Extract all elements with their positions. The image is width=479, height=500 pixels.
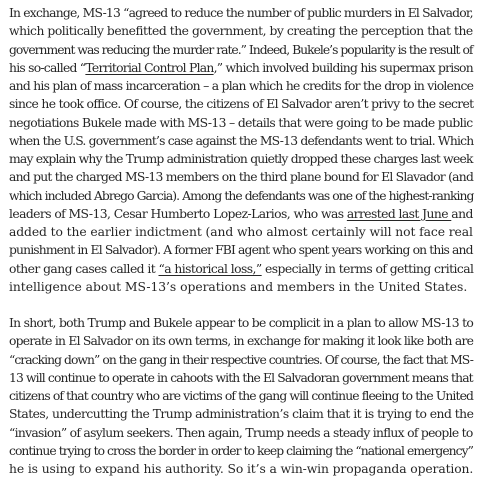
text-line	[9, 260, 473, 278]
text-line: negotiations Bukele made with MS-13 – details that were going to be made public	[9, 115, 473, 130]
text-line: government was reducing the murder rate.” Indeed, Bukele’s popularity is the result of	[9, 42, 473, 57]
text-line: 13 will continue to operate in cahoots with the El Salvadoran government means that	[9, 370, 473, 385]
text-line	[9, 59, 473, 77]
text-line: “invasion” of asylum seekers. Then again, Trump needs a steady influx of people to	[9, 425, 473, 440]
text-line: continue trying to cross the border in order to keep claiming the “national emergency”	[9, 443, 474, 458]
text-fragment: especially in terms of getting critical	[261, 261, 474, 276]
article-paragraph-2	[9, 314, 473, 478]
text-line	[9, 205, 473, 223]
text-line: operate in El Salvador on its own terms, in exchange for making it look like both are	[9, 334, 474, 349]
text-line: since he took office. Of course, the citizens of El Salvador aren’t privy to the secret	[9, 97, 474, 112]
text-line: may explain why the Trump administration quietly dropped these charges last week	[9, 152, 473, 166]
text-fragment: leaders of MS-13, Cesar Humberto Lopez-Larios, who was	[9, 206, 347, 221]
text-line: citizens of that country who are victims of the gang will continue fleeing to the United	[9, 389, 474, 404]
text-line: added to the earlier indictment (and who almost certainly will not face real	[9, 225, 473, 239]
text-line: when the U.S. government’s case against the MS-13 defendants went to trial. Which	[9, 133, 474, 148]
text-line: punishment in El Salvador). A former FBI agent who spent years working on this and	[9, 243, 473, 258]
text-line: intelligence about MS-13’s operations and members in the United States.	[9, 279, 468, 294]
text-line: In exchange, MS-13 “agreed to reduce the number of public murders in El Salvador,	[9, 6, 473, 20]
text-line: and put the charged MS-13 members on the third plane bound for El Slavador (and	[9, 170, 474, 185]
text-line: “cracking down” on the gang in their respective countries. Of course, the fact that MS-	[9, 352, 473, 367]
text-line: In short, both Trump and Bukele appear to be complicit in a plan to allow MS-13 to	[9, 316, 474, 331]
text-fragment: his so-called “	[9, 60, 86, 75]
paragraph-spacer	[9, 296, 473, 314]
text-line: and his plan of mass incarceration – a plan which he credits for the drop in violence	[9, 79, 474, 93]
text-line: which politically benefitted the government, by creating the perception that the	[9, 24, 473, 39]
text-line: which included Abrego Garcia). Among the defendants was one of the highest-ranking	[9, 188, 474, 203]
text-fragment: ,” which involved building his supermax prison	[213, 60, 473, 75]
article-paragraph-1	[9, 4, 473, 296]
text-fragment: other gang cases called it	[9, 261, 159, 276]
text-line: he is using to expand his authority. So it’s a win-win propaganda operation.	[9, 462, 474, 477]
text-fragment: and	[451, 206, 473, 221]
historical-loss-link[interactable]: “a historical loss,”	[158, 261, 262, 276]
territorial-control-plan-link[interactable]: Territorial Control Plan	[85, 60, 214, 75]
arrested-last-june-link[interactable]: arrested last June	[346, 206, 452, 221]
text-line: States, undercutting the Trump administration’s claim that it is trying to end the	[9, 407, 474, 422]
